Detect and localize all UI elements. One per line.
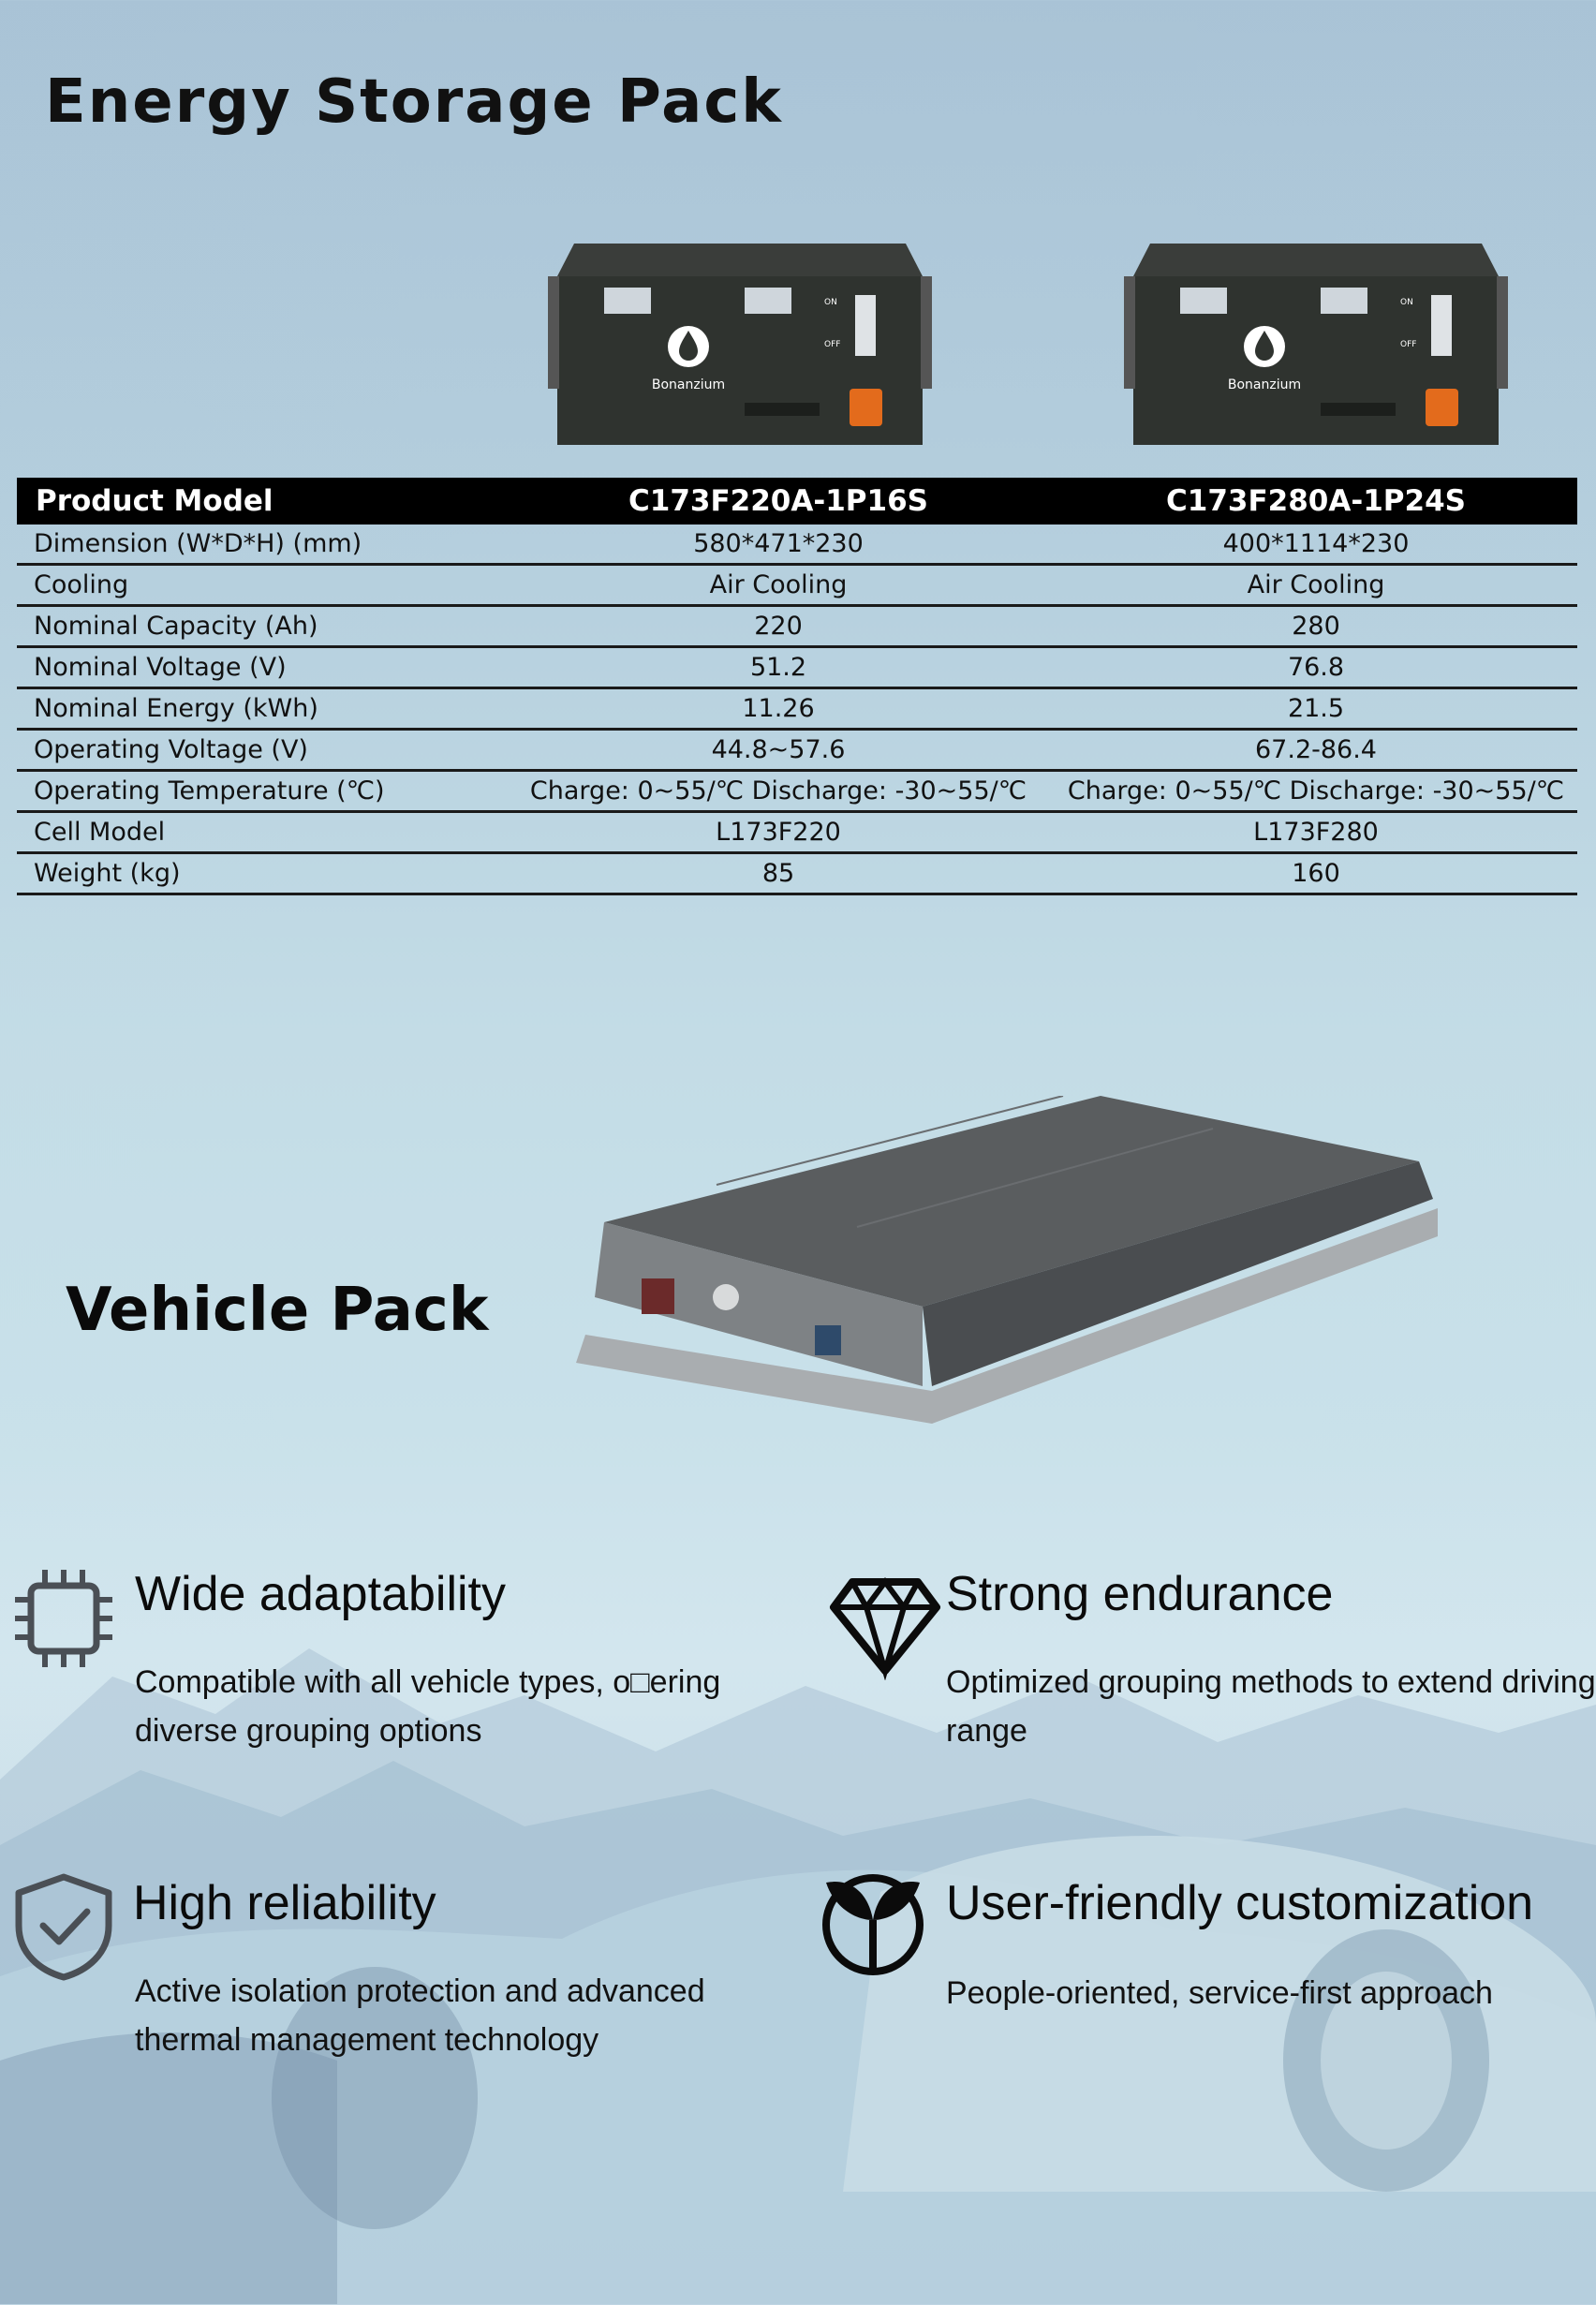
spec-value: 220 [502,606,1055,647]
vehicle-pack-title: Vehicle Pack [66,1276,489,1345]
spec-label: Nominal Capacity (Ah) [17,606,502,647]
spec-value: L173F280 [1055,812,1577,853]
feature-title: High reliability [133,1876,436,1930]
feature-description: People-oriented, service-first approach [946,1975,1493,2011]
spec-value: 580*471*230 [502,525,1055,565]
table-row [17,647,1577,688]
spec-label: Operating Voltage (V) [17,730,502,771]
svg-text:Bonanzium: Bonanzium [651,377,726,392]
spec-value: 51.2 [502,647,1055,688]
feature-high-reliability [0,1864,749,2089]
spec-value: 11.26 [502,688,1055,730]
table-row [17,606,1577,647]
spec-value: L173F220 [502,812,1055,853]
sprout-icon [817,1864,929,1976]
spec-value: 44.8~57.6 [502,730,1055,771]
spec-table [17,478,1577,895]
svg-text:Bonanzium: Bonanzium [1227,377,1302,392]
table-row [17,525,1577,565]
feature-user-friendly-customization [813,1864,1596,2089]
feature-description: Optimized grouping methods to extend driving range [946,1664,1596,1749]
spec-value: 160 [1055,853,1577,894]
spec-value: 85 [502,853,1055,894]
spec-label: Cooling [17,565,502,606]
chip-icon [7,1562,120,1675]
feature-description: Compatible with all vehicle types, o□ering diverse grouping options [135,1664,721,1749]
spec-table-header-row [17,478,1577,525]
energy-storage-pack-image [1124,220,1508,454]
table-row [17,730,1577,771]
table-row [17,853,1577,894]
table-row [17,812,1577,853]
spec-label: Operating Temperature (℃) [17,771,502,812]
feature-wide-adaptability [0,1555,749,1780]
table-row [17,771,1577,812]
feature-strong-endurance [824,1555,1596,1780]
spec-value: Charge: 0~55/℃ Discharge: -30~55/℃ [1055,771,1577,812]
table-row [17,565,1577,606]
svg-text:OFF: OFF [1400,340,1417,349]
spec-header-label: Product Model [17,478,502,525]
spec-value: 21.5 [1055,688,1577,730]
svg-text:OFF: OFF [824,340,841,349]
spec-label: Nominal Voltage (V) [17,647,502,688]
energy-storage-pack-image [548,220,932,454]
spec-value: 76.8 [1055,647,1577,688]
vehicle-pack-image [576,1096,1438,1442]
shield-check-icon [7,1869,120,1982]
spec-label: Nominal Energy (kWh) [17,688,502,730]
spec-header-model: C173F280A-1P24S [1055,478,1577,525]
feature-description: Active isolation protection and advanced thermal management technology [135,1973,705,2058]
page-title: Energy Storage Pack [45,67,783,137]
svg-text:ON: ON [824,298,837,307]
spec-value: Air Cooling [1055,565,1577,606]
spec-header-model: C173F220A-1P16S [502,478,1055,525]
feature-title: Wide adaptability [135,1567,506,1621]
spec-label: Weight (kg) [17,853,502,894]
feature-title: Strong endurance [946,1567,1334,1621]
diamond-icon [829,1568,941,1680]
spec-label: Dimension (W*D*H) (mm) [17,525,502,565]
spec-value: Charge: 0~55/℃ Discharge: -30~55/℃ [502,771,1055,812]
table-row [17,688,1577,730]
spec-value: 280 [1055,606,1577,647]
spec-value: Air Cooling [502,565,1055,606]
spec-label: Cell Model [17,812,502,853]
spec-value: 400*1114*230 [1055,525,1577,565]
feature-title: User-friendly customization [946,1876,1534,1930]
spec-value: 67.2-86.4 [1055,730,1577,771]
svg-text:ON: ON [1400,298,1413,307]
